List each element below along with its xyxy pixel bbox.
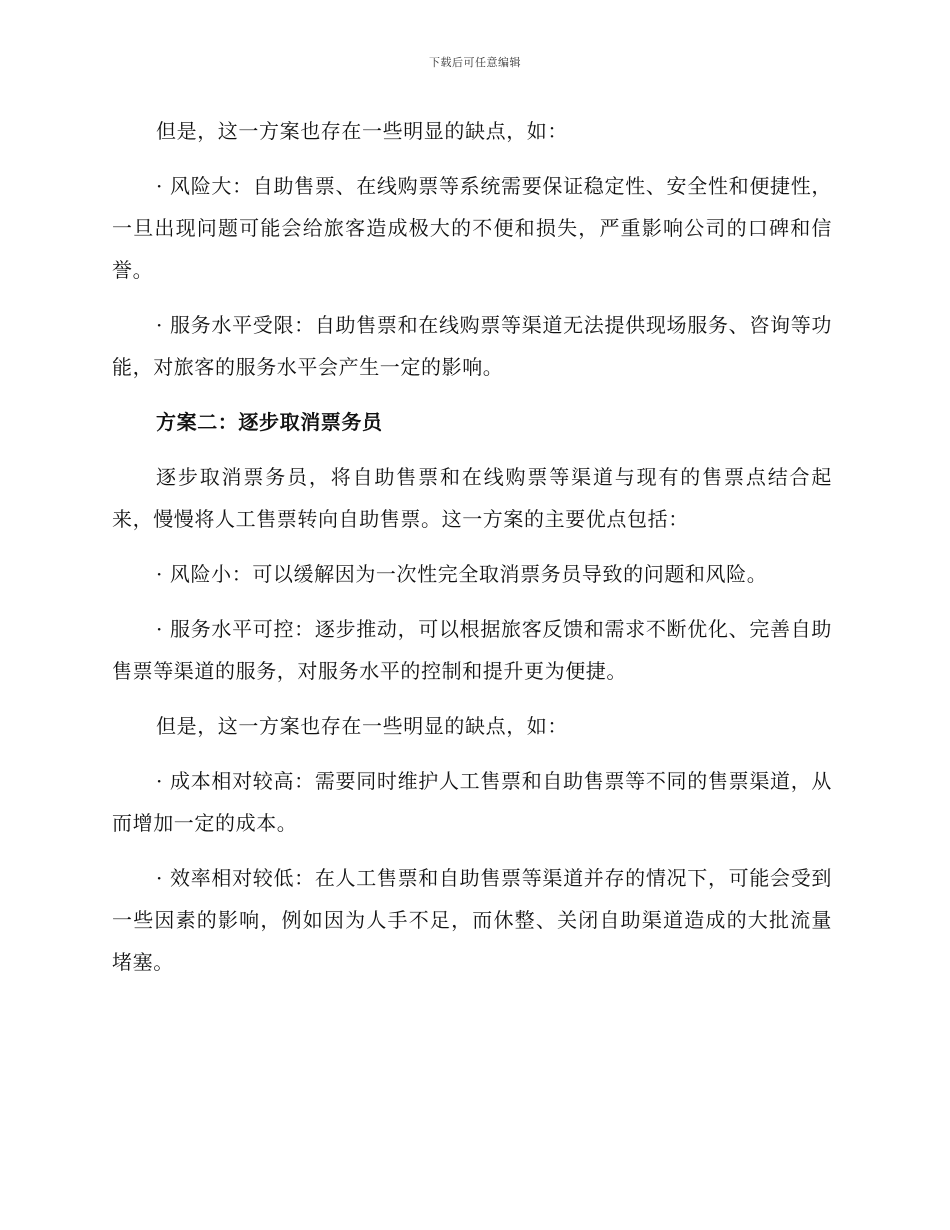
paragraph-plan-two-description: 逐步取消票务员，将自助售票和在线购票等渠道与现有的售票点结合起来，慢慢将人工售票转向自助售票。这一方案的主要优点包括： xyxy=(112,465,832,531)
bullet-high-risk: · 风险大：自助售票、在线购票等系统需要保证稳定性、安全性和便捷性，一旦出现问题可能会给旅客造成极大的不便和损失，严重影响公司的口碑和信誉。 xyxy=(112,174,832,282)
paragraph-disadvantages-intro-1: 但是，这一方案也存在一些明显的缺点，如： xyxy=(156,119,568,143)
page-header: 下载后可任意编辑 xyxy=(429,56,521,69)
bullet-higher-cost: · 成本相对较高：需要同时维护人工售票和自助售票等不同的售票渠道，从而增加一定的成本。 xyxy=(112,769,832,835)
bullet-lower-efficiency: · 效率相对较低：在人工售票和自助售票等渠道并存的情况下，可能会受到一些因素的影响，例如因为人手不足，而休整、关闭自助渠道造成的大批流量堵塞。 xyxy=(112,866,832,974)
bullet-low-risk: · 风险小：可以缓解因为一次性完全取消票务员导致的问题和风险。 xyxy=(156,562,768,586)
paragraph-disadvantages-intro-2: 但是，这一方案也存在一些明显的缺点，如： xyxy=(156,714,568,738)
bullet-service-controllable: · 服务水平可控：逐步推动，可以根据旅客反馈和需求不断优化、完善自助售票等渠道的服务，对服务水平的控制和提升更为便捷。 xyxy=(112,617,832,683)
bullet-service-limited: · 服务水平受限：自助售票和在线购票等渠道无法提供现场服务、咨询等功能，对旅客的服务水平会产生一定的影响。 xyxy=(112,313,832,379)
document-body xyxy=(112,110,832,996)
section-heading-plan-two: 方案二：逐步取消票务员 xyxy=(156,410,383,434)
